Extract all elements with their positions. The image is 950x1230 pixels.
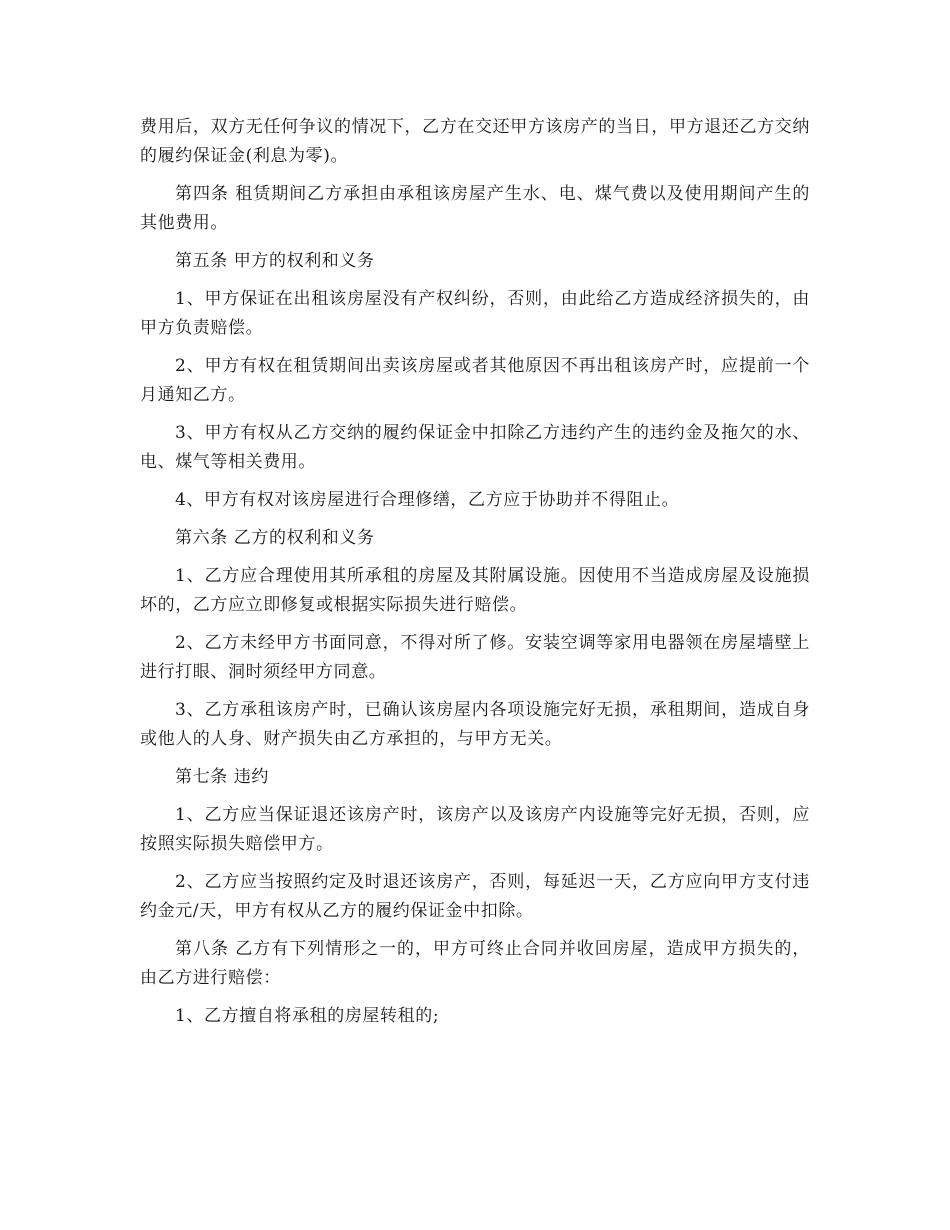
article-7-item-2: 2、乙方应当按照约定及时退还该房产，否则，每延迟一天，乙方应向甲方支付违约金元/天，甲方有权从乙方的履约保证金中扣除。 bbox=[140, 872, 810, 921]
article-4-paragraph: 第四条 租赁期间乙方承担由承租该房屋产生水、电、煤气费以及使用期间产生的其他费用。 bbox=[140, 184, 810, 233]
article-5-item-4: 4、甲方有权对该房屋进行合理修缮，乙方应于协助并不得阻止。 bbox=[175, 490, 680, 510]
article-8-item-1: 1、乙方擅自将承租的房屋转租的; bbox=[175, 1006, 440, 1026]
article-5-item-2: 2、甲方有权在租赁期间出卖该房屋或者其他原因不再出租该房产时，应提前一个月通知乙方。 bbox=[140, 356, 810, 405]
article-6-item-3: 3、乙方承租该房产时，已确认该房屋内各项设施完好无损，承租期间，造成自身或他人的人身、财产损失由乙方承担的，与甲方无关。 bbox=[140, 700, 810, 749]
article-8-paragraph: 第八条 乙方有下列情形之一的，甲方可终止合同并收回房屋，造成甲方损失的，由乙方进行赔偿： bbox=[140, 939, 810, 988]
article-7-heading: 第七条 违约 bbox=[175, 767, 270, 787]
paragraph-continuation: 费用后，双方无任何争议的情况下，乙方在交还甲方该房产的当日，甲方退还乙方交纳的履约保证金(利息为零)。 bbox=[140, 117, 810, 166]
article-6-item-1: 1、乙方应合理使用其所承租的房屋及其附属设施。因使用不当造成房屋及设施损坏的，乙方应立即修复或根据实际损失进行赔偿。 bbox=[140, 566, 810, 615]
article-5-item-3: 3、甲方有权从乙方交纳的履约保证金中扣除乙方违约产生的违约金及拖欠的水、电、煤气等相关费用。 bbox=[140, 423, 810, 472]
article-7-item-1: 1、乙方应当保证退还该房产时，该房产以及该房产内设施等完好无损，否则，应按照实际损失赔偿甲方。 bbox=[140, 805, 810, 854]
article-5-heading: 第五条 甲方的权利和义务 bbox=[175, 251, 375, 271]
article-6-item-2: 2、乙方未经甲方书面同意，不得对所了修。安装空调等家用电器领在房屋墙壁上进行打眼、洞时须经甲方同意。 bbox=[140, 633, 810, 682]
document-body bbox=[140, 113, 810, 1040]
article-5-item-1: 1、甲方保证在出租该房屋没有产权纠纷，否则，由此给乙方造成经济损失的，由甲方负责赔偿。 bbox=[140, 289, 810, 338]
article-6-heading: 第六条 乙方的权利和义务 bbox=[175, 528, 375, 548]
